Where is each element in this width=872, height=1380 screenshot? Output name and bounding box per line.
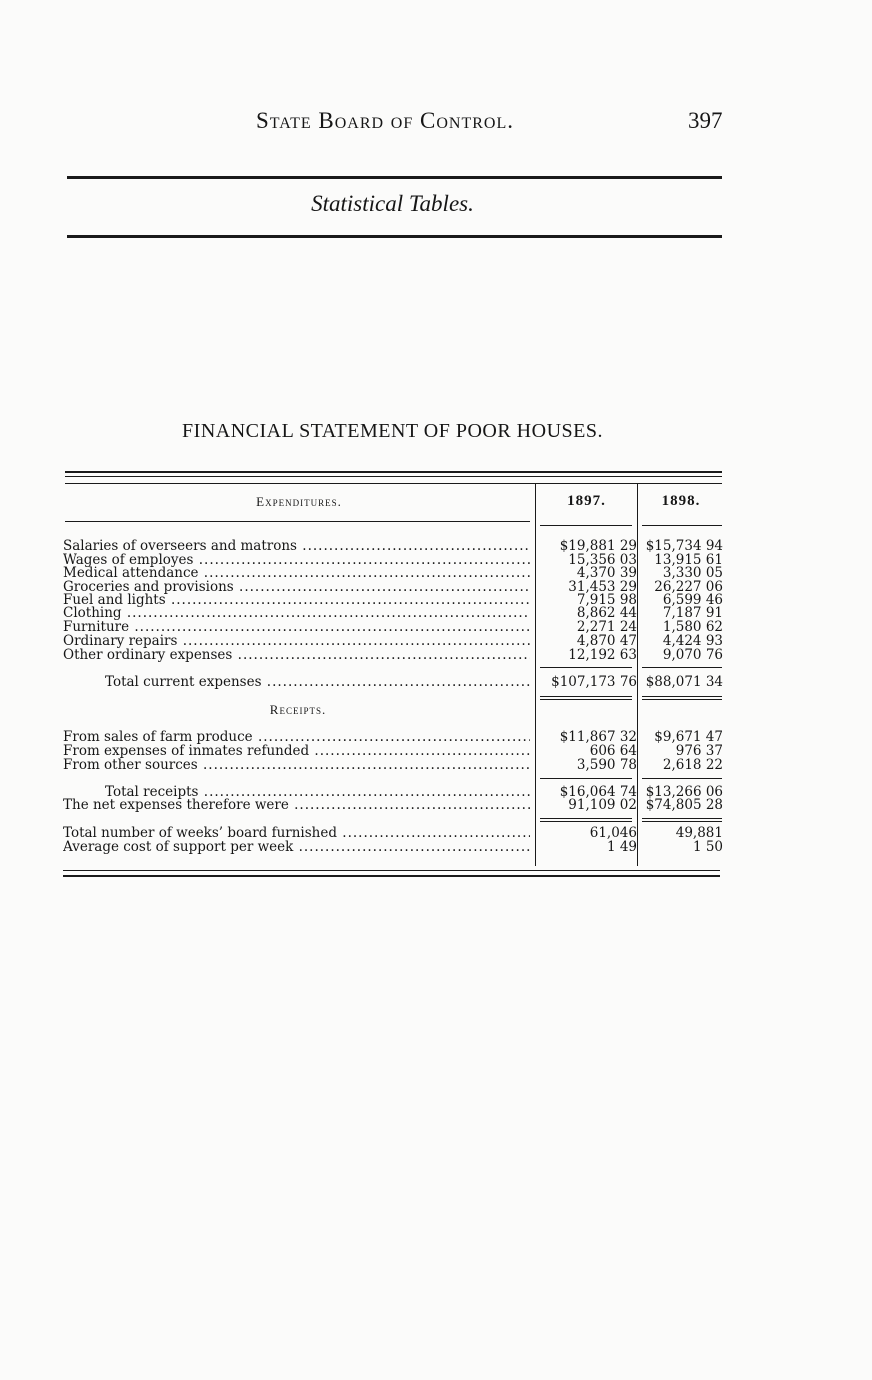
- sum-rule: [642, 778, 722, 779]
- value-1898: 2,618 22: [662, 757, 723, 773]
- double-rule: [540, 818, 632, 819]
- value-1897: 1 49: [606, 839, 637, 855]
- value-1897: $16,064 74: [559, 784, 637, 800]
- value-1898: 9,070 76: [662, 647, 723, 663]
- header-underline: [65, 521, 530, 522]
- row-label: Clothing .....: [63, 606, 530, 620]
- table-title: FINANCIAL STATEMENT OF POOR HOUSES.: [182, 420, 603, 442]
- running-title: State Board of Control.: [256, 108, 514, 133]
- year-1897-header: 1897.: [567, 493, 606, 509]
- row-label: Groceries and provisions .....: [63, 580, 530, 594]
- double-rule: [540, 696, 632, 697]
- table-header-rule: [65, 483, 722, 484]
- value-1897: 606 64: [589, 743, 637, 759]
- row-label: The net expenses therefore were .....: [63, 798, 530, 812]
- table-row: [63, 634, 725, 648]
- table-row: [63, 648, 725, 662]
- value-1898: 13,915 61: [654, 552, 723, 568]
- sum-rule: [540, 667, 632, 668]
- row-label: Medical attendance .....: [63, 566, 530, 580]
- value-1897: 61,046: [589, 825, 637, 841]
- net-expenses-row: [63, 798, 725, 812]
- value-1897: 8,862 44: [576, 605, 637, 621]
- row-label: Fuel and lights .....: [63, 593, 530, 607]
- table-top-rule: [65, 471, 722, 473]
- value-1898: 49,881: [675, 825, 723, 841]
- double-rule: [642, 699, 722, 700]
- value-1898: $74,805 28: [645, 797, 723, 813]
- row-label: Total receipts .....: [105, 785, 530, 799]
- year-1898-header: 1898.: [661, 493, 701, 509]
- value-1897: 31,453 29: [568, 579, 637, 595]
- double-rule: [642, 696, 722, 697]
- value-1898: 976 37: [675, 743, 723, 759]
- double-rule: [540, 699, 632, 700]
- value-1898: 3,330 05: [662, 565, 723, 581]
- table-top-rule-thin: [65, 476, 722, 477]
- top-rule: [67, 176, 722, 179]
- value-1897: 4,870 47: [576, 633, 637, 649]
- value-1898: 1,580 62: [662, 619, 723, 635]
- expenditures-header: Expenditures.: [256, 494, 342, 509]
- value-1897: 3,590 78: [576, 757, 637, 773]
- table-row: [63, 758, 725, 772]
- row-label: From other sources .....: [63, 758, 530, 772]
- table-row: [63, 606, 725, 620]
- value-1898: $15,734 94: [645, 538, 723, 554]
- value-1898: 26,227 06: [654, 579, 723, 595]
- row-label: From expenses of inmates refunded .....: [63, 744, 530, 758]
- value-1897: 12,192 63: [568, 647, 637, 663]
- average-row: [63, 840, 725, 854]
- table-row: [63, 620, 725, 634]
- row-label: Total current expenses .....: [105, 675, 530, 689]
- row-label: Furniture .....: [63, 620, 530, 634]
- bottom-rule: [67, 235, 722, 238]
- row-label: Other ordinary expenses .....: [63, 648, 530, 662]
- table-row: [63, 539, 725, 553]
- row-label: Total number of weeks’ board furnished .....: [63, 826, 530, 840]
- double-rule: [642, 818, 722, 819]
- receipts-header: Receipts.: [269, 702, 327, 717]
- value-1897: $11,867 32: [559, 729, 637, 745]
- value-1898: 4,424 93: [662, 633, 723, 649]
- value-1897: 15,356 03: [568, 552, 637, 568]
- section-title: Statistical Tables.: [311, 191, 474, 216]
- value-1897: $19,881 29: [559, 538, 637, 554]
- table-row: [63, 730, 725, 744]
- table-row: [63, 566, 725, 580]
- row-label: Salaries of overseers and matrons .....: [63, 539, 530, 553]
- row-label: Ordinary repairs .....: [63, 634, 530, 648]
- row-label: Average cost of support per week .....: [63, 840, 530, 854]
- value-1897: $107,173 76: [551, 674, 637, 690]
- header-underline: [540, 525, 632, 526]
- row-label: From sales of farm produce .....: [63, 730, 530, 744]
- value-1897: 2,271 24: [576, 619, 637, 635]
- double-rule: [540, 821, 632, 822]
- weeks-row: [63, 826, 725, 840]
- double-rule: [642, 821, 722, 822]
- value-1898: 7,187 91: [662, 605, 723, 621]
- table-bottom-rule: [63, 870, 720, 871]
- value-1898: $9,671 47: [654, 729, 723, 745]
- value-1898: $13,266 06: [645, 784, 723, 800]
- value-1897: 4,370 39: [576, 565, 637, 581]
- table-bottom-rule-thick: [63, 875, 720, 877]
- value-1898: 6,599 46: [662, 592, 723, 608]
- sum-rule: [642, 667, 722, 668]
- row-label: Wages of employes .....: [63, 553, 530, 567]
- sum-rule: [540, 778, 632, 779]
- value-1898: $88,071 34: [645, 674, 723, 690]
- value-1897: 91,109 02: [568, 797, 637, 813]
- table-row: [63, 744, 725, 758]
- value-1898: 1 50: [692, 839, 723, 855]
- total-current-row: [63, 675, 725, 689]
- page-number: 397: [688, 108, 723, 133]
- header-underline: [642, 525, 722, 526]
- value-1897: 7,915 98: [576, 592, 637, 608]
